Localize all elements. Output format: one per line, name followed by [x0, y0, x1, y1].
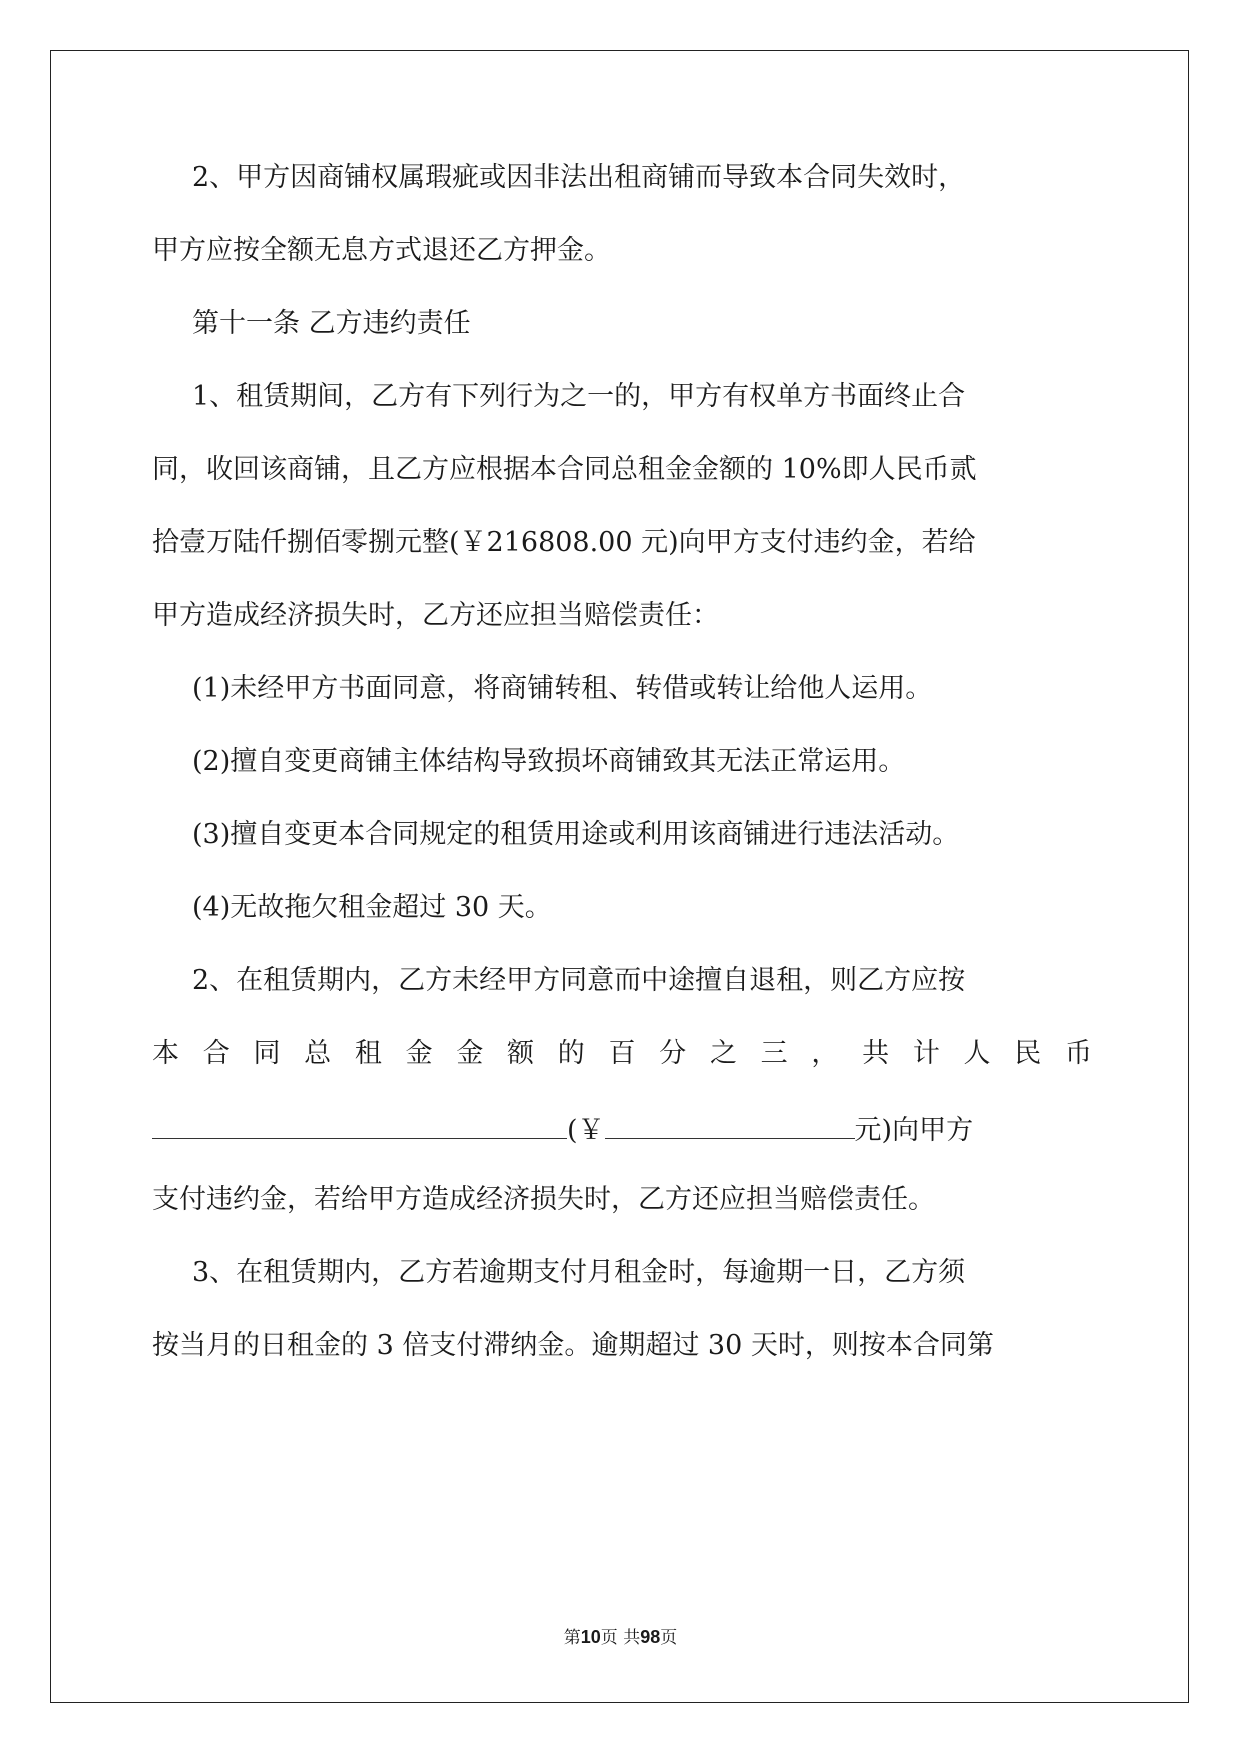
section-heading: 第十一条 乙方违约责任	[192, 308, 471, 339]
paragraph-line: 2、甲方因商铺权属瑕疵或因非法出租商铺而导致本合同失效时，	[192, 162, 966, 193]
paragraph-line: 3、在租赁期内，乙方若逾期支付月租金时，每逾期一日，乙方须	[192, 1257, 966, 1288]
paragraph-line: 拾壹万陆仟捌佰零捌元整(￥216808.00 元)向甲方支付违约金，若给	[152, 527, 976, 558]
footer-middle: 页 共	[600, 1628, 641, 1648]
currency-open: (￥	[567, 1115, 605, 1146]
amount-number-blank	[605, 1112, 855, 1139]
amount-suffix: 元)向甲方	[854, 1115, 974, 1146]
blank-fill-line	[152, 1112, 974, 1146]
paragraph-line: 2、在租赁期内，乙方未经甲方同意而中途擅自退租，则乙方应按	[192, 965, 966, 996]
paragraph-line: 同，收回该商铺，且乙方应根据本合同总租金金额的 10%即人民币贰	[152, 454, 977, 485]
paragraph-line: 支付违约金，若给甲方造成经济损失时，乙方还应担当赔偿责任。	[152, 1184, 935, 1215]
page-number: 10	[580, 1627, 601, 1647]
list-item: (3)擅自变更本合同规定的租赁用途或利用该商铺进行违法活动。	[192, 819, 960, 850]
list-item: (2)擅自变更商铺主体结构导致损坏商铺致其无法正常运用。	[192, 746, 906, 777]
footer-prefix: 第	[563, 1628, 581, 1648]
list-item: (1)未经甲方书面同意，将商铺转租、转借或转让给他人运用。	[192, 673, 933, 704]
paragraph-line: 甲方应按全额无息方式退还乙方押金。	[152, 235, 611, 266]
footer-suffix: 页	[660, 1628, 678, 1648]
paragraph-line: 甲方造成经济损失时，乙方还应担当赔偿责任：	[152, 600, 719, 631]
paragraph-line: 1、租赁期间，乙方有下列行为之一的，甲方有权单方书面终止合	[192, 381, 966, 412]
page-footer	[0, 1623, 1241, 1648]
list-item: (4)无故拖欠租金超过 30 天。	[192, 892, 552, 923]
paragraph-line-justified: 本合同总租金金额的百分之三，共计人民币	[152, 1038, 1092, 1069]
page-border	[50, 50, 1189, 1703]
amount-blank	[152, 1112, 567, 1139]
total-pages: 98	[640, 1627, 661, 1647]
paragraph-line: 按当月的日租金的 3 倍支付滞纳金。逾期超过 30 天时，则按本合同第	[152, 1330, 994, 1361]
